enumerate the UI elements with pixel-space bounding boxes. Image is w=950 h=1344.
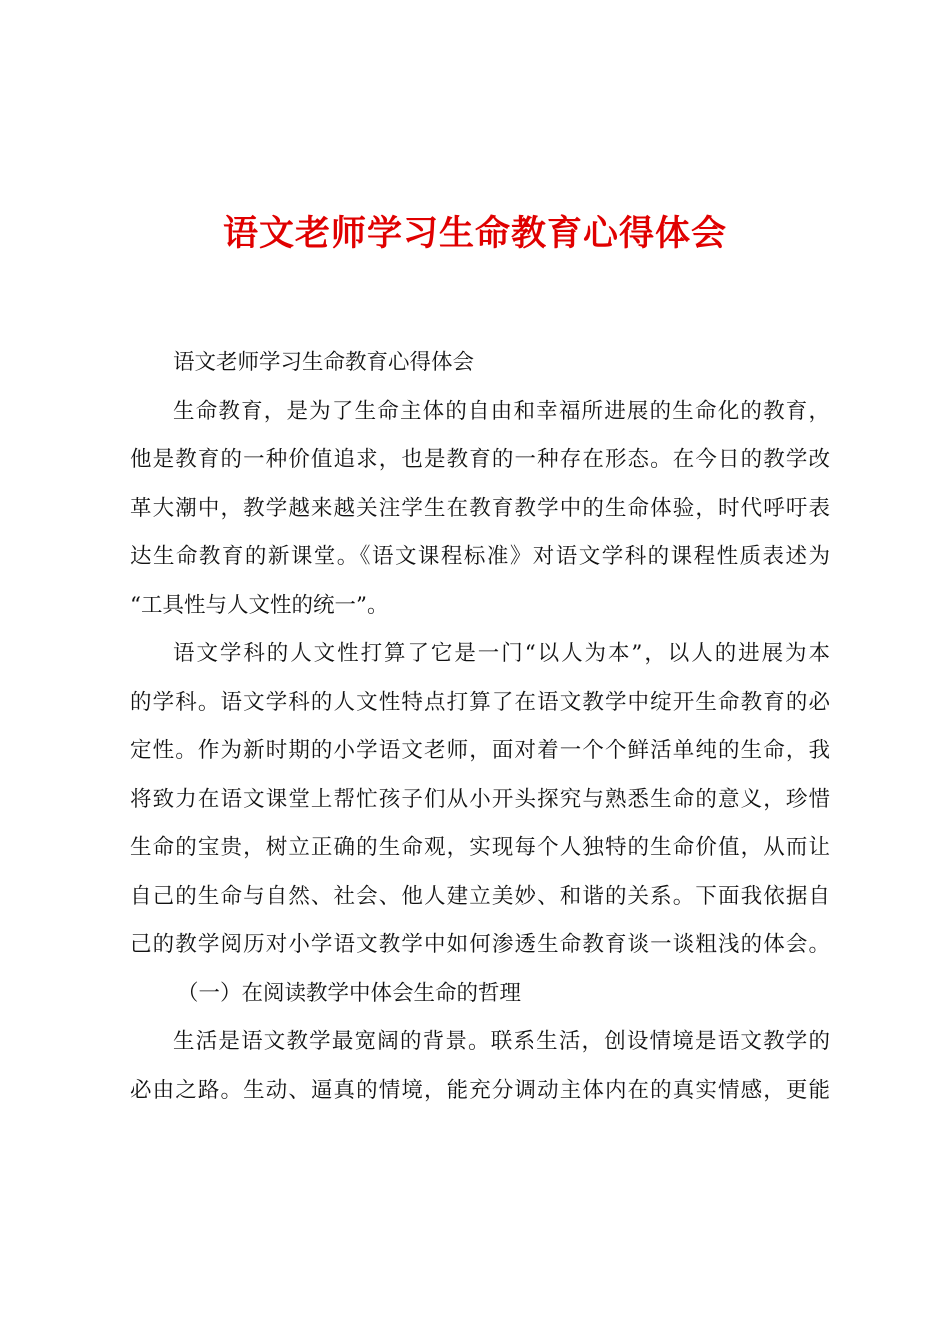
paragraph-line: 的学科。语文学科的人文性特点打算了在语文教学中绽开生命教育的必 — [130, 689, 830, 715]
section-heading: （一）在阅读教学中体会生命的哲理 — [177, 980, 522, 1006]
paragraph-line: “工具性与人文性的统一”。 — [130, 592, 389, 618]
document-body — [130, 339, 830, 1115]
paragraph-line: 定性。作为新时期的小学语文老师，面对着一个个鲜活单纯的生命，我 — [130, 738, 830, 763]
subtitle-line: 语文老师学习生命教育心得体会 — [173, 350, 475, 375]
paragraph-line: 革大潮中，教学越来越关注学生在教育教学中的生命体验，时代呼吁表 — [130, 495, 830, 521]
paragraph-line: 将致力在语文课堂上帮忙孩子们从小开头探究与熟悉生命的意义，珍惜 — [130, 786, 830, 812]
paragraph-line: 必由之路。生动、逼真的情境，能充分调动主体内在的真实情感，更能 — [130, 1077, 830, 1103]
paragraph-line: 他是教育的一种价值追求，也是教育的一种存在形态。在今日的教学改 — [130, 447, 830, 472]
paragraph-line: 生命的宝贵，树立正确的生命观，实现每个人独特的生命价值，从而让 — [130, 835, 830, 860]
document-title: 语文老师学习生命教育心得体会 — [222, 213, 727, 254]
paragraph-line: 自己的生命与自然、社会、他人建立美妙、和谐的关系。下面我依据自 — [130, 883, 830, 909]
paragraph-line: 生命教育，是为了生命主体的自由和幸福所进展的生命化的教育， — [173, 398, 830, 424]
paragraph-line: 达生命教育的新课堂。《语文课程标准》对语文学科的课程性质表述为 — [130, 544, 830, 569]
paragraph-line: 己的教学阅历对小学语文教学中如何渗透生命教育谈一谈粗浅的体会。 — [130, 932, 830, 957]
paragraph-line: 语文学科的人文性打算了它是一门“以人为本”，以人的进展为本 — [173, 641, 830, 666]
paragraph-line: 生活是语文教学最宽阔的背景。联系生活，创设情境是语文教学的 — [173, 1029, 830, 1054]
